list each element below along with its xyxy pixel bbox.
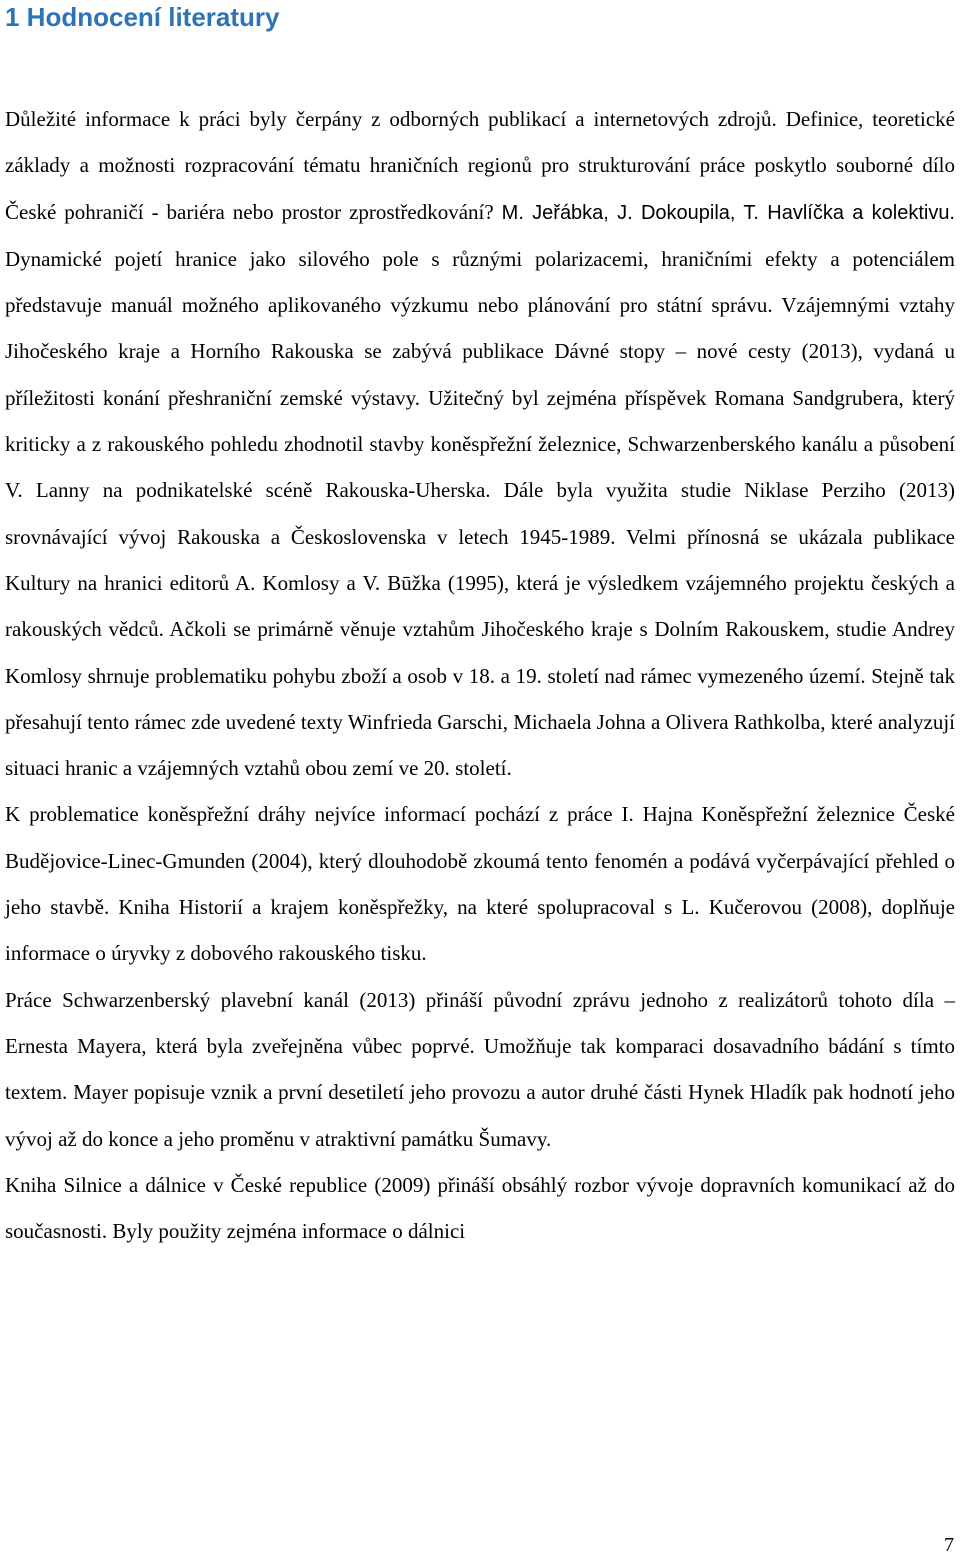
body-text bbox=[5, 96, 955, 1254]
page-number: 7 bbox=[944, 1534, 954, 1556]
section-heading: 1 Hodnocení literatury bbox=[5, 2, 280, 32]
paragraph-canal bbox=[5, 977, 955, 1162]
paragraph-roads bbox=[5, 1162, 955, 1255]
text-run: Práce Schwarzenberský plavební kanál (2013) přináší původní zprávu jednoho z realizátorů tohoto díla – Ernesta Mayera, která byla zveřejněna vůbec poprvé. Umožňuje tak komparaci dosavadního bádání s tímto textem. Mayer popisuje vznik a první desetiletí jeho provozu a autor druhé části Hynek Hladík pak hodnotí jeho vývoj až do konce a jeho proměnu v atraktivní památku Šumavy. bbox=[5, 987, 955, 1151]
text-run: K problematice koněspřežní dráhy nejvíce informací pochází z práce I. Hajna Koněspřežní železnice České Budějovice-Linec-Gmunden (2004), který dlouhodobě zkoumá tento fenomén a podává vyčerpávající přehled o jeho stavbě. Kniha Historií a krajem koněspřežky, na které spolupracoval s L. Kučerovou (2008), doplňuje informace o úryvky z dobového rakouského tisku. bbox=[5, 802, 955, 966]
paragraph-railway bbox=[5, 791, 955, 976]
text-run: Důležité informace k práci byly čerpány z odborných publikací a internetových zdrojů. Definice, teoretické základy a možnosti rozpracování tématu hraničních regionů pro strukturování práce poskytlo souborné dílo České pohraničí - bariéra nebo prostor zprostředkování? bbox=[5, 107, 955, 224]
text-run: Dynamické pojetí hranice jako silového pole s různými polarizacemi, hraničními efekty a potenciálem představuje manuál možného aplikovaného výzkumu nebo plánování pro státní správu. Vzájemnými vztahy Jihočeského kraje a Horního Rakouska se zabývá publikace Dávné stopy – nové cesty (2013), vydaná u příležitosti konání přeshraniční zemské výstavy. Užitečný byl zejména příspěvek Romana Sandgrubera, který kriticky a z rakouského pohledu zhodnotil stavby koněspřežní železnice, Schwarzenberského kanálu a působení V. Lanny na podnikatelské scéně Rakouska-Uherska. Dále byla využita studie Niklase Perziho (2013) srovnávající vývoj Rakouska a Československa v letech 1945-1989. Velmi přínosná se ukázala publikace Kultury na hranici editorů A. Komlosy a V. Būžka (1995), která je výsledkem vzájemného projektu českých a rakouských vědců. Ačkoli se primárně věnuje vztahům Jihočeského kraje s Dolním Rakouskem, studie Andrey Komlosy shrnuje problematiku pohybu zboží a osob v 18. a 19. století nad rámec vymezeného území. Stejně tak přesahují tento rámec zde uvedené texty Winfrieda Garschi, Michaela Johna a Olivera Rathkolba, které analyzují situaci hranic a vzájemných vztahů obou zemí ve 20. století. bbox=[5, 246, 955, 781]
paragraph-sources bbox=[5, 96, 955, 791]
text-run: Kniha Silnice a dálnice v České republice (2009) přináší obsáhlý rozbor vývoje dopravních komunikací až do současnosti. Byly použity zejména informace o dálnici bbox=[5, 1172, 955, 1244]
document-page bbox=[5, 0, 955, 1254]
text-run-authors: M. Jeřábka, J. Dokoupila, T. Havlíčka a kolektivu. bbox=[501, 201, 955, 224]
